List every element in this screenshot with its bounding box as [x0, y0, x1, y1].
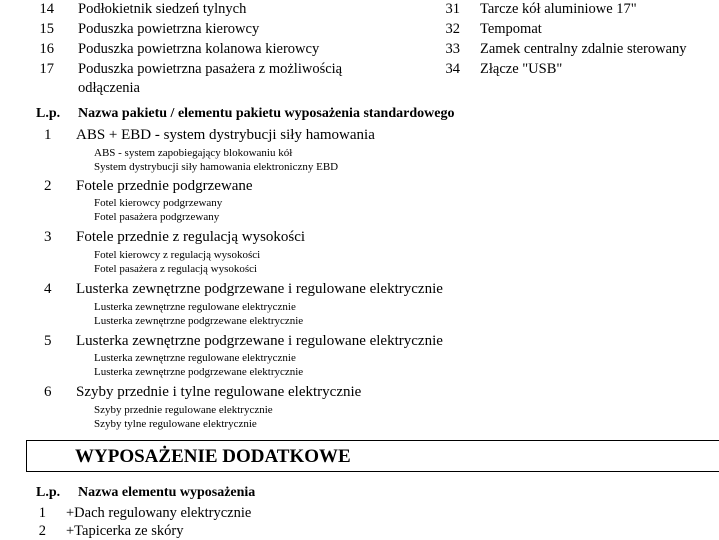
item-text: Tarcze kół aluminiowe 17" — [480, 1, 637, 17]
package-number: 5 — [44, 333, 52, 349]
item-text-continued: odłączenia — [78, 80, 140, 96]
package-number: 6 — [44, 384, 52, 400]
package-name: Fotele przednie z regulacją wysokości — [76, 229, 306, 245]
lp-column-header: L.p. — [36, 485, 61, 500]
item-text: +Tapicerka ze skóry — [66, 523, 184, 539]
item-number: 31 — [445, 1, 460, 17]
package-name: Lusterka zewnętrzne podgrzewane i regulowane elektrycznie — [76, 333, 443, 349]
package-subitem: ABS - system zapobiegający blokowaniu kół — [94, 147, 293, 159]
lp-column-header: L.p. — [36, 106, 61, 121]
equipment-column-header: Nazwa elementu wyposażenia — [78, 485, 256, 500]
package-subitem: Lusterka zewnętrzne podgrzewane elektrycznie — [94, 366, 304, 378]
package-subitem: Lusterka zewnętrzne podgrzewane elektrycznie — [94, 315, 304, 327]
package-subitem: Fotel pasażera podgrzewany — [94, 211, 220, 223]
item-text: Poduszka powietrzna kolanowa kierowcy — [78, 41, 320, 57]
item-text: Poduszka powietrzna kierowcy — [78, 21, 260, 37]
package-subitem: Fotel pasażera z regulacją wysokości — [94, 263, 258, 275]
item-number: 2 — [38, 523, 46, 539]
item-number: 32 — [445, 21, 460, 37]
item-text: Zamek centralny zdalnie sterowany — [480, 41, 687, 57]
item-number: 34 — [445, 61, 460, 77]
package-column-header: Nazwa pakietu / elementu pakietu wyposażenia standardowego — [78, 106, 455, 121]
package-name: Szyby przednie i tylne regulowane elektrycznie — [76, 384, 362, 400]
item-number: 33 — [445, 41, 460, 57]
package-name: ABS + EBD - system dystrybucji siły hamowania — [76, 127, 375, 143]
package-number: 2 — [44, 178, 52, 194]
package-subitem: Fotel kierowcy podgrzewany — [94, 197, 223, 209]
package-name: Lusterka zewnętrzne podgrzewane i regulowane elektrycznie — [76, 281, 443, 297]
package-subitem: Szyby tylne regulowane elektrycznie — [94, 418, 257, 430]
package-subitem: Fotel kierowcy z regulacją wysokości — [94, 249, 261, 261]
optional-equipment-section-box — [26, 440, 719, 472]
package-subitem: Szyby przednie regulowane elektrycznie — [94, 404, 273, 416]
item-number: 15 — [39, 21, 54, 37]
package-subitem: System dystrybucji siły hamowania elektroniczny EBD — [94, 161, 339, 173]
item-number: 16 — [39, 41, 54, 57]
item-number: 1 — [38, 505, 46, 521]
package-subitem: Lusterka zewnętrzne regulowane elektrycznie — [94, 301, 296, 313]
item-number: 14 — [39, 1, 54, 17]
item-number: 17 — [39, 61, 54, 77]
package-number: 1 — [44, 127, 52, 143]
package-subitem: Lusterka zewnętrzne regulowane elektrycznie — [94, 352, 296, 364]
section-title: WYPOSAŻENIE DODATKOWE — [75, 446, 351, 467]
package-name: Fotele przednie podgrzewane — [76, 178, 253, 194]
package-number: 3 — [44, 229, 52, 245]
item-text: Złącze "USB" — [480, 61, 563, 77]
item-text: +Dach regulowany elektrycznie — [66, 505, 252, 521]
item-text: Podłokietnik siedzeń tylnych — [78, 1, 247, 17]
item-text: Poduszka powietrzna pasażera z możliwością — [78, 61, 343, 77]
package-number: 4 — [44, 281, 52, 297]
item-text: Tempomat — [480, 21, 542, 37]
